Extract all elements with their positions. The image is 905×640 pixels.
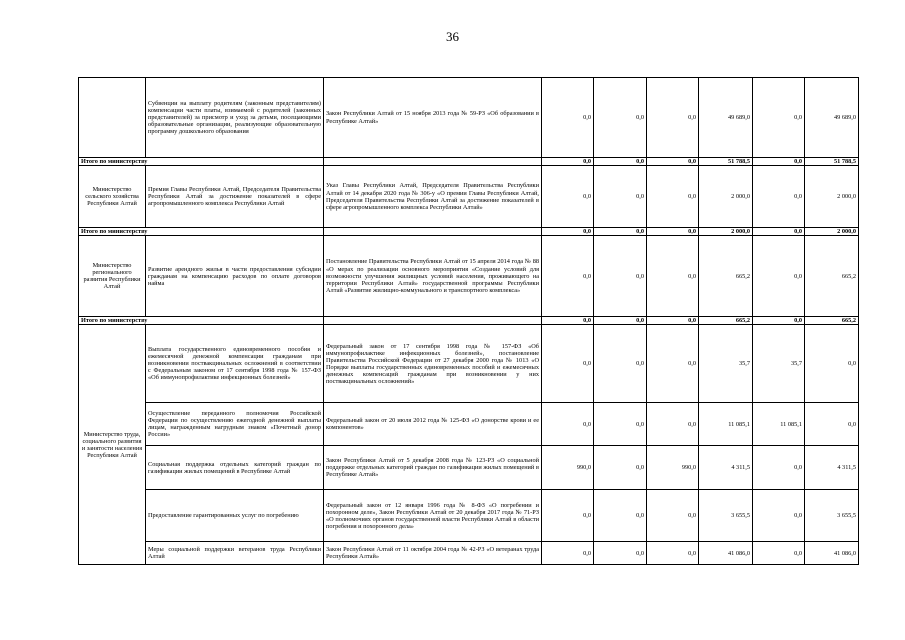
- value-cell: 0,0: [594, 166, 647, 228]
- value-cell: 2 000,0: [805, 166, 859, 228]
- value-cell: 35,7: [753, 325, 805, 403]
- total-value: 665,2: [805, 317, 859, 325]
- total-value: 0,0: [753, 228, 805, 236]
- value-cell: 0,0: [647, 236, 699, 317]
- budget-table: [78, 77, 859, 565]
- total-value: 0,0: [647, 158, 699, 166]
- program-cell: Развитие арендного жилья в части предоставления субсидии гражданам на компенсацию расходов по оплате договоров найма: [146, 236, 324, 317]
- total-label: Итого по министерству: [79, 228, 324, 236]
- value-cell: 0,0: [753, 542, 805, 565]
- total-value: 0,0: [753, 158, 805, 166]
- value-cell: 0,0: [753, 166, 805, 228]
- total-row: [79, 228, 859, 236]
- value-cell: 0,0: [753, 490, 805, 542]
- value-cell: 0,0: [647, 166, 699, 228]
- value-cell: 0,0: [647, 542, 699, 565]
- total-value: 0,0: [542, 228, 594, 236]
- value-cell: 0,0: [542, 236, 594, 317]
- value-cell: 0,0: [542, 542, 594, 565]
- legal-basis-cell: Федеральный закон от 20 июля 2012 года № 125-ФЗ «О донорстве крови и ее компонентов»: [324, 403, 542, 446]
- ministry-cell: Министерство труда, социального развития и занятости населения Республики Алтай: [79, 325, 146, 565]
- value-cell: 0,0: [594, 236, 647, 317]
- value-cell: 0,0: [542, 490, 594, 542]
- total-label: Итого по министерству: [79, 317, 324, 325]
- empty-cell: [324, 317, 542, 325]
- value-cell: 0,0: [542, 78, 594, 158]
- value-cell: 0,0: [594, 325, 647, 403]
- value-cell: 4 311,5: [805, 446, 859, 490]
- value-cell: 0,0: [753, 236, 805, 317]
- total-value: 0,0: [647, 317, 699, 325]
- value-cell: 0,0: [594, 542, 647, 565]
- value-cell: 49 689,0: [699, 78, 753, 158]
- program-cell: Выплата государственного единовременного пособия и ежемесячной денежной компенсации гражданам при возникновении поствакцинальных осложнений в соответствии с Федеральным законом от 17 сентября 1998 года № 157-ФЗ «Об иммунопрофилактике инфекционных болезней»: [146, 325, 324, 403]
- table-row: [79, 542, 859, 565]
- total-row: [79, 158, 859, 166]
- total-value: 0,0: [594, 158, 647, 166]
- value-cell: 0,0: [805, 403, 859, 446]
- total-value: 0,0: [647, 228, 699, 236]
- value-cell: 0,0: [542, 325, 594, 403]
- value-cell: 665,2: [699, 236, 753, 317]
- value-cell: 41 086,0: [805, 542, 859, 565]
- value-cell: 49 689,0: [805, 78, 859, 158]
- value-cell: 3 655,5: [805, 490, 859, 542]
- value-cell: 0,0: [542, 403, 594, 446]
- ministry-cell: [79, 78, 146, 158]
- value-cell: 0,0: [647, 403, 699, 446]
- total-value: 0,0: [594, 228, 647, 236]
- total-value: 2 000,0: [699, 228, 753, 236]
- value-cell: 0,0: [753, 446, 805, 490]
- value-cell: 0,0: [594, 78, 647, 158]
- value-cell: 0,0: [753, 78, 805, 158]
- table-row: [79, 446, 859, 490]
- value-cell: 35,7: [699, 325, 753, 403]
- value-cell: 0,0: [647, 78, 699, 158]
- program-cell: Предоставление гарантированных услуг по погребению: [146, 490, 324, 542]
- program-cell: Социальная поддержка отдельных категорий граждан по газификации жилых помещений в Республике Алтай: [146, 446, 324, 490]
- value-cell: 41 086,0: [699, 542, 753, 565]
- total-label: Итого по министерству: [79, 158, 324, 166]
- legal-basis-cell: Закон Республики Алтай от 11 октября 2004 года № 42-РЗ «О ветеранах труда Республики Алтай»: [324, 542, 542, 565]
- value-cell: 0,0: [594, 446, 647, 490]
- value-cell: 0,0: [594, 490, 647, 542]
- ministry-cell: Министерство сельского хозяйства Республики Алтай: [79, 166, 146, 228]
- total-value: 0,0: [542, 317, 594, 325]
- value-cell: 665,2: [805, 236, 859, 317]
- ministry-cell: Министерство регионального развития Республики Алтай: [79, 236, 146, 317]
- value-cell: 990,0: [542, 446, 594, 490]
- program-cell: Меры социальной поддержки ветеранов труда Республики Алтай: [146, 542, 324, 565]
- value-cell: 0,0: [542, 166, 594, 228]
- total-value: 51 788,5: [699, 158, 753, 166]
- empty-cell: [324, 228, 542, 236]
- table-row: [79, 166, 859, 228]
- total-row: [79, 317, 859, 325]
- value-cell: 4 311,5: [699, 446, 753, 490]
- legal-basis-cell: Указ Главы Республики Алтай, Председателя Правительства Республики Алтай от 14 декабря 2020 года № 306-у «О премии Главы Республики Алтай, Председателя Правительства Республики Алтай за достижение показателей в сфере агропромышленного комплекса Республики Алтай»: [324, 166, 542, 228]
- table-row: [79, 78, 859, 158]
- total-value: 0,0: [542, 158, 594, 166]
- table-row: [79, 236, 859, 317]
- total-value: 665,2: [699, 317, 753, 325]
- value-cell: 990,0: [647, 446, 699, 490]
- table-row: [79, 490, 859, 542]
- table-row: [79, 325, 859, 403]
- legal-basis-cell: Федеральный закон от 12 января 1996 года № 8-ФЗ «О погребении и похоронном деле», Закон Республики Алтай от 20 декабря 2017 года № 71-РЗ «О полномочиях органов государственной власти Республики Алтай в области погребения и похоронного дела»: [324, 490, 542, 542]
- page-number: 36: [446, 29, 459, 44]
- table-row: [79, 403, 859, 446]
- total-value: 2 000,0: [805, 228, 859, 236]
- empty-cell: [324, 158, 542, 166]
- value-cell: 0,0: [647, 325, 699, 403]
- program-cell: Осуществление переданного полномочия Российской Федерации по осуществлению ежегодной денежной выплаты лицам, награжденным нагрудным знаком «Почетный донор России»: [146, 403, 324, 446]
- value-cell: 0,0: [594, 403, 647, 446]
- value-cell: 3 655,5: [699, 490, 753, 542]
- legal-basis-cell: Закон Республики Алтай от 5 декабря 2008 года № 123-РЗ «О социальной поддержке отдельных категорий граждан по газификации жилых помещений в Республике Алтай»: [324, 446, 542, 490]
- value-cell: 11 085,1: [753, 403, 805, 446]
- value-cell: 2 000,0: [699, 166, 753, 228]
- total-value: 51 788,5: [805, 158, 859, 166]
- legal-basis-cell: Постановление Правительства Республики Алтай от 15 апреля 2014 года № 88 «О мерах по реализации основного мероприятия «Создание условий для возможности улучшения жилищных условий населения, проживающего на территории Республики Алтай» государственной программы Республики Алтай «Развитие жилищно-коммунального и транспортного комплекса»: [324, 236, 542, 317]
- value-cell: 0,0: [647, 490, 699, 542]
- value-cell: 11 085,1: [699, 403, 753, 446]
- total-value: 0,0: [594, 317, 647, 325]
- program-cell: Субвенции на выплату родителям (законным представителям) компенсации части платы, взимаемой с родителей (законных представителей) за присмотр и уход за детьми, посещающими образовательные организации, реализующие образовательную программу дошкольного образования: [146, 78, 324, 158]
- legal-basis-cell: Федеральный закон от 17 сентября 1998 года № 157-ФЗ «Об иммунопрофилактике инфекционных болезней», постановление Правительства Российской Федерации от 27 декабря 2000 года № 1013 «О Порядке выплаты государственных единовременных пособий и ежемесячных денежных компенсаций гражданам при возникновении у них поствакцинальных осложнений»: [324, 325, 542, 403]
- value-cell: 0,0: [805, 325, 859, 403]
- program-cell: Премия Главы Республики Алтай, Председателя Правительства Республики Алтай за достижение показателей в сфере агропромышленного комплекса Республики Алтай: [146, 166, 324, 228]
- legal-basis-cell: Закон Республики Алтай от 15 ноября 2013 года № 59-РЗ «Об образовании в Республике Алтай»: [324, 78, 542, 158]
- total-value: 0,0: [753, 317, 805, 325]
